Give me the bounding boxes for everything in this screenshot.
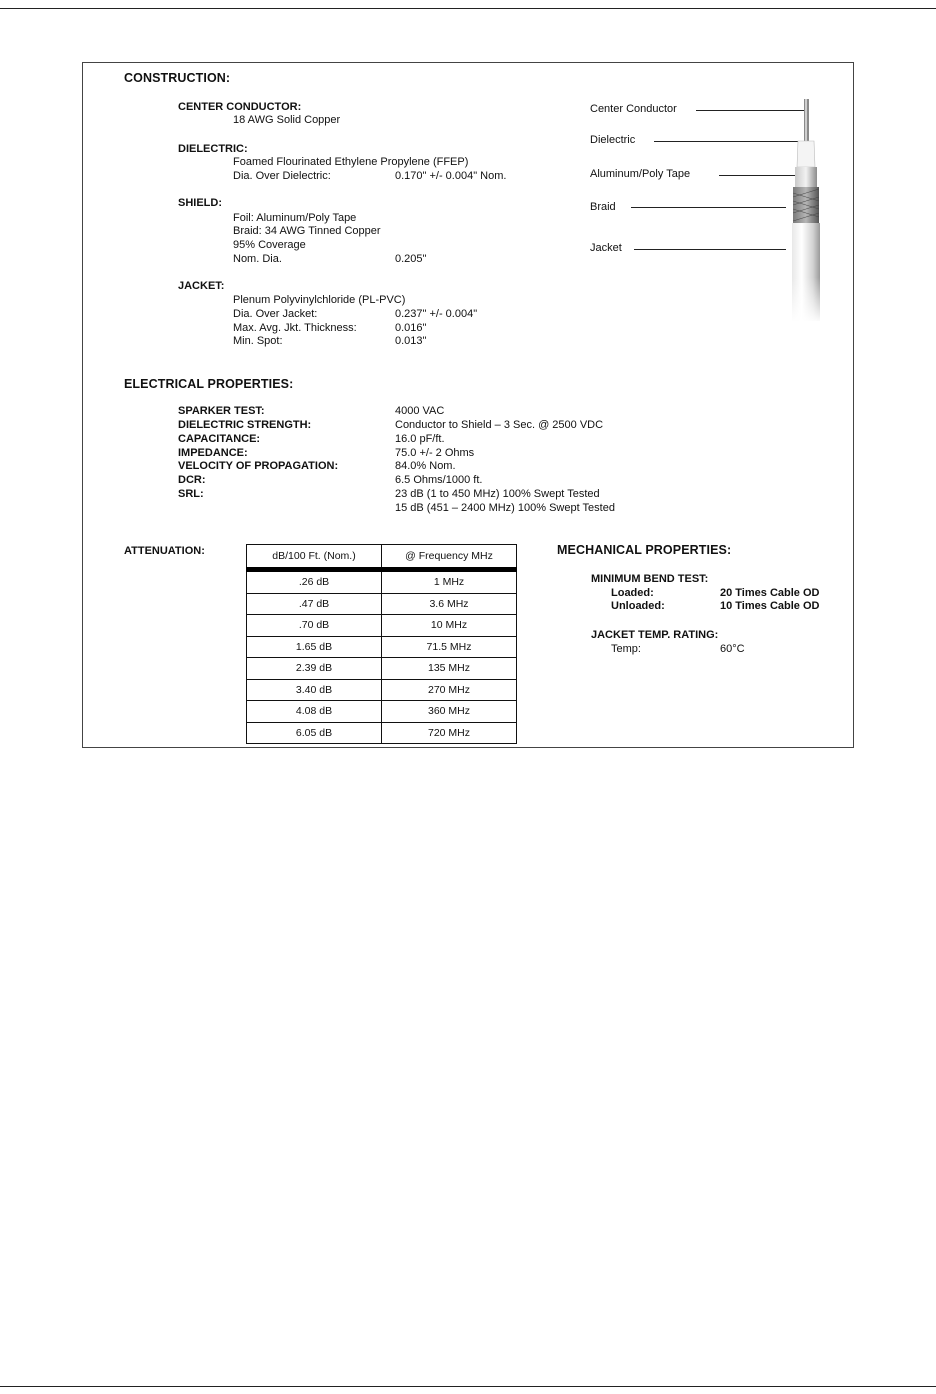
jacket-thickness-label: Max. Avg. Jkt. Thickness: — [233, 322, 357, 334]
jacket-min-spot-value: 0.013" — [395, 335, 427, 347]
attenuation-freq-cell: 1 MHz — [382, 570, 517, 594]
electrical-value: 16.0 pF/ft. — [395, 433, 445, 445]
attenuation-db-cell: 6.05 dB — [247, 722, 382, 744]
table-row — [247, 570, 517, 594]
construction-heading: CONSTRUCTION: — [124, 71, 231, 85]
center-conductor-value: 18 AWG Solid Copper — [233, 114, 341, 126]
attenuation-db-cell: 3.40 dB — [247, 679, 382, 701]
electrical-value: Conductor to Shield – 3 Sec. @ 2500 VDC — [395, 419, 604, 431]
attenuation-db-cell: 4.08 dB — [247, 701, 382, 723]
loaded-label: Loaded: — [611, 587, 654, 599]
electrical-label: DCR: — [178, 474, 206, 486]
srl-value-line2: 15 dB (451 – 2400 MHz) 100% Swept Tested — [395, 502, 615, 514]
attenuation-header-db: dB/100 Ft. (Nom.) — [247, 545, 382, 570]
dielectric-dia-value: 0.170" +/- 0.004" Nom. — [395, 170, 507, 182]
table-row — [247, 615, 517, 637]
attenuation-label: ATTENUATION: — [124, 545, 205, 557]
jacket-temp-heading: JACKET TEMP. RATING: — [591, 629, 719, 641]
electrical-value: 23 dB (1 to 450 MHz) 100% Swept Tested — [395, 488, 600, 500]
dielectric-dia-label: Dia. Over Dielectric: — [233, 170, 331, 182]
electrical-value: 84.0% Nom. — [395, 460, 456, 472]
attenuation-freq-cell: 10 MHz — [382, 615, 517, 637]
electrical-label: VELOCITY OF PROPAGATION: — [178, 460, 339, 472]
attenuation-freq-cell: 270 MHz — [382, 679, 517, 701]
attenuation-freq-cell: 3.6 MHz — [382, 593, 517, 615]
bend-test-label: MINIMUM BEND TEST: — [591, 573, 709, 585]
dielectric-label: DIELECTRIC: — [178, 143, 248, 155]
attenuation-freq-cell: 720 MHz — [382, 722, 517, 744]
leader-line — [631, 207, 786, 208]
electrical-label: DIELECTRIC STRENGTH: — [178, 419, 312, 431]
attenuation-freq-cell: 71.5 MHz — [382, 636, 517, 658]
diagram-label-center-conductor: Center Conductor — [590, 103, 677, 115]
diagram-label-dielectric: Dielectric — [590, 134, 636, 146]
table-row — [247, 636, 517, 658]
diagram-label-tape: Aluminum/Poly Tape — [590, 168, 691, 180]
jacket-material: Plenum Polyvinylchloride (PL-PVC) — [233, 294, 406, 306]
electrical-value: 4000 VAC — [395, 405, 445, 417]
shield-label: SHIELD: — [178, 197, 222, 209]
electrical-label: IMPEDANCE: — [178, 447, 248, 459]
attenuation-db-cell: .26 dB — [247, 570, 382, 594]
attenuation-freq-cell: 135 MHz — [382, 658, 517, 680]
unloaded-label: Unloaded: — [611, 600, 665, 612]
leader-line — [654, 141, 799, 142]
attenuation-freq-cell: 360 MHz — [382, 701, 517, 723]
unloaded-value: 10 Times Cable OD — [720, 600, 820, 612]
electrical-label: SRL: — [178, 488, 204, 500]
center-conductor-label: CENTER CONDUCTOR: — [178, 101, 302, 113]
table-row — [247, 593, 517, 615]
shield-nom-dia-label: Nom. Dia. — [233, 253, 282, 265]
coax-cable-image — [783, 97, 833, 323]
jacket-dia-label: Dia. Over Jacket: — [233, 308, 318, 320]
electrical-label: CAPACITANCE: — [178, 433, 261, 445]
table-row — [247, 701, 517, 723]
table-row — [247, 722, 517, 744]
attenuation-db-cell: 2.39 dB — [247, 658, 382, 680]
jacket-thickness-value: 0.016" — [395, 322, 427, 334]
shield-foil: Foil: Aluminum/Poly Tape — [233, 212, 357, 224]
electrical-value: 75.0 +/- 2 Ohms — [395, 447, 475, 459]
bottom-rule — [0, 1386, 936, 1387]
attenuation-header-freq: @ Frequency MHz — [382, 545, 517, 570]
electrical-label: SPARKER TEST: — [178, 405, 265, 417]
temp-value: 60°C — [720, 643, 745, 655]
table-row — [247, 658, 517, 680]
temp-label: Temp: — [611, 643, 641, 655]
electrical-heading: ELECTRICAL PROPERTIES: — [124, 377, 294, 391]
dielectric-material: Foamed Flourinated Ethylene Propylene (FFEP) — [233, 156, 469, 168]
shield-braid: Braid: 34 AWG Tinned Copper — [233, 225, 381, 237]
attenuation-db-cell: 1.65 dB — [247, 636, 382, 658]
attenuation-table — [246, 544, 517, 744]
leader-line — [634, 249, 786, 250]
electrical-value: 6.5 Ohms/1000 ft. — [395, 474, 483, 486]
attenuation-db-cell: .70 dB — [247, 615, 382, 637]
jacket-dia-value: 0.237" +/- 0.004" — [395, 308, 478, 320]
top-rule — [0, 8, 936, 9]
table-row — [247, 679, 517, 701]
jacket-label: JACKET: — [178, 280, 225, 292]
spec-sheet — [82, 62, 854, 748]
mechanical-heading: MECHANICAL PROPERTIES: — [557, 543, 732, 557]
loaded-value: 20 Times Cable OD — [720, 587, 820, 599]
diagram-label-braid: Braid — [590, 201, 616, 213]
jacket-min-spot-label: Min. Spot: — [233, 335, 283, 347]
diagram-label-jacket: Jacket — [590, 242, 622, 254]
shield-coverage: 95% Coverage — [233, 239, 306, 251]
attenuation-db-cell: .47 dB — [247, 593, 382, 615]
shield-nom-dia-value: 0.205" — [395, 253, 427, 265]
